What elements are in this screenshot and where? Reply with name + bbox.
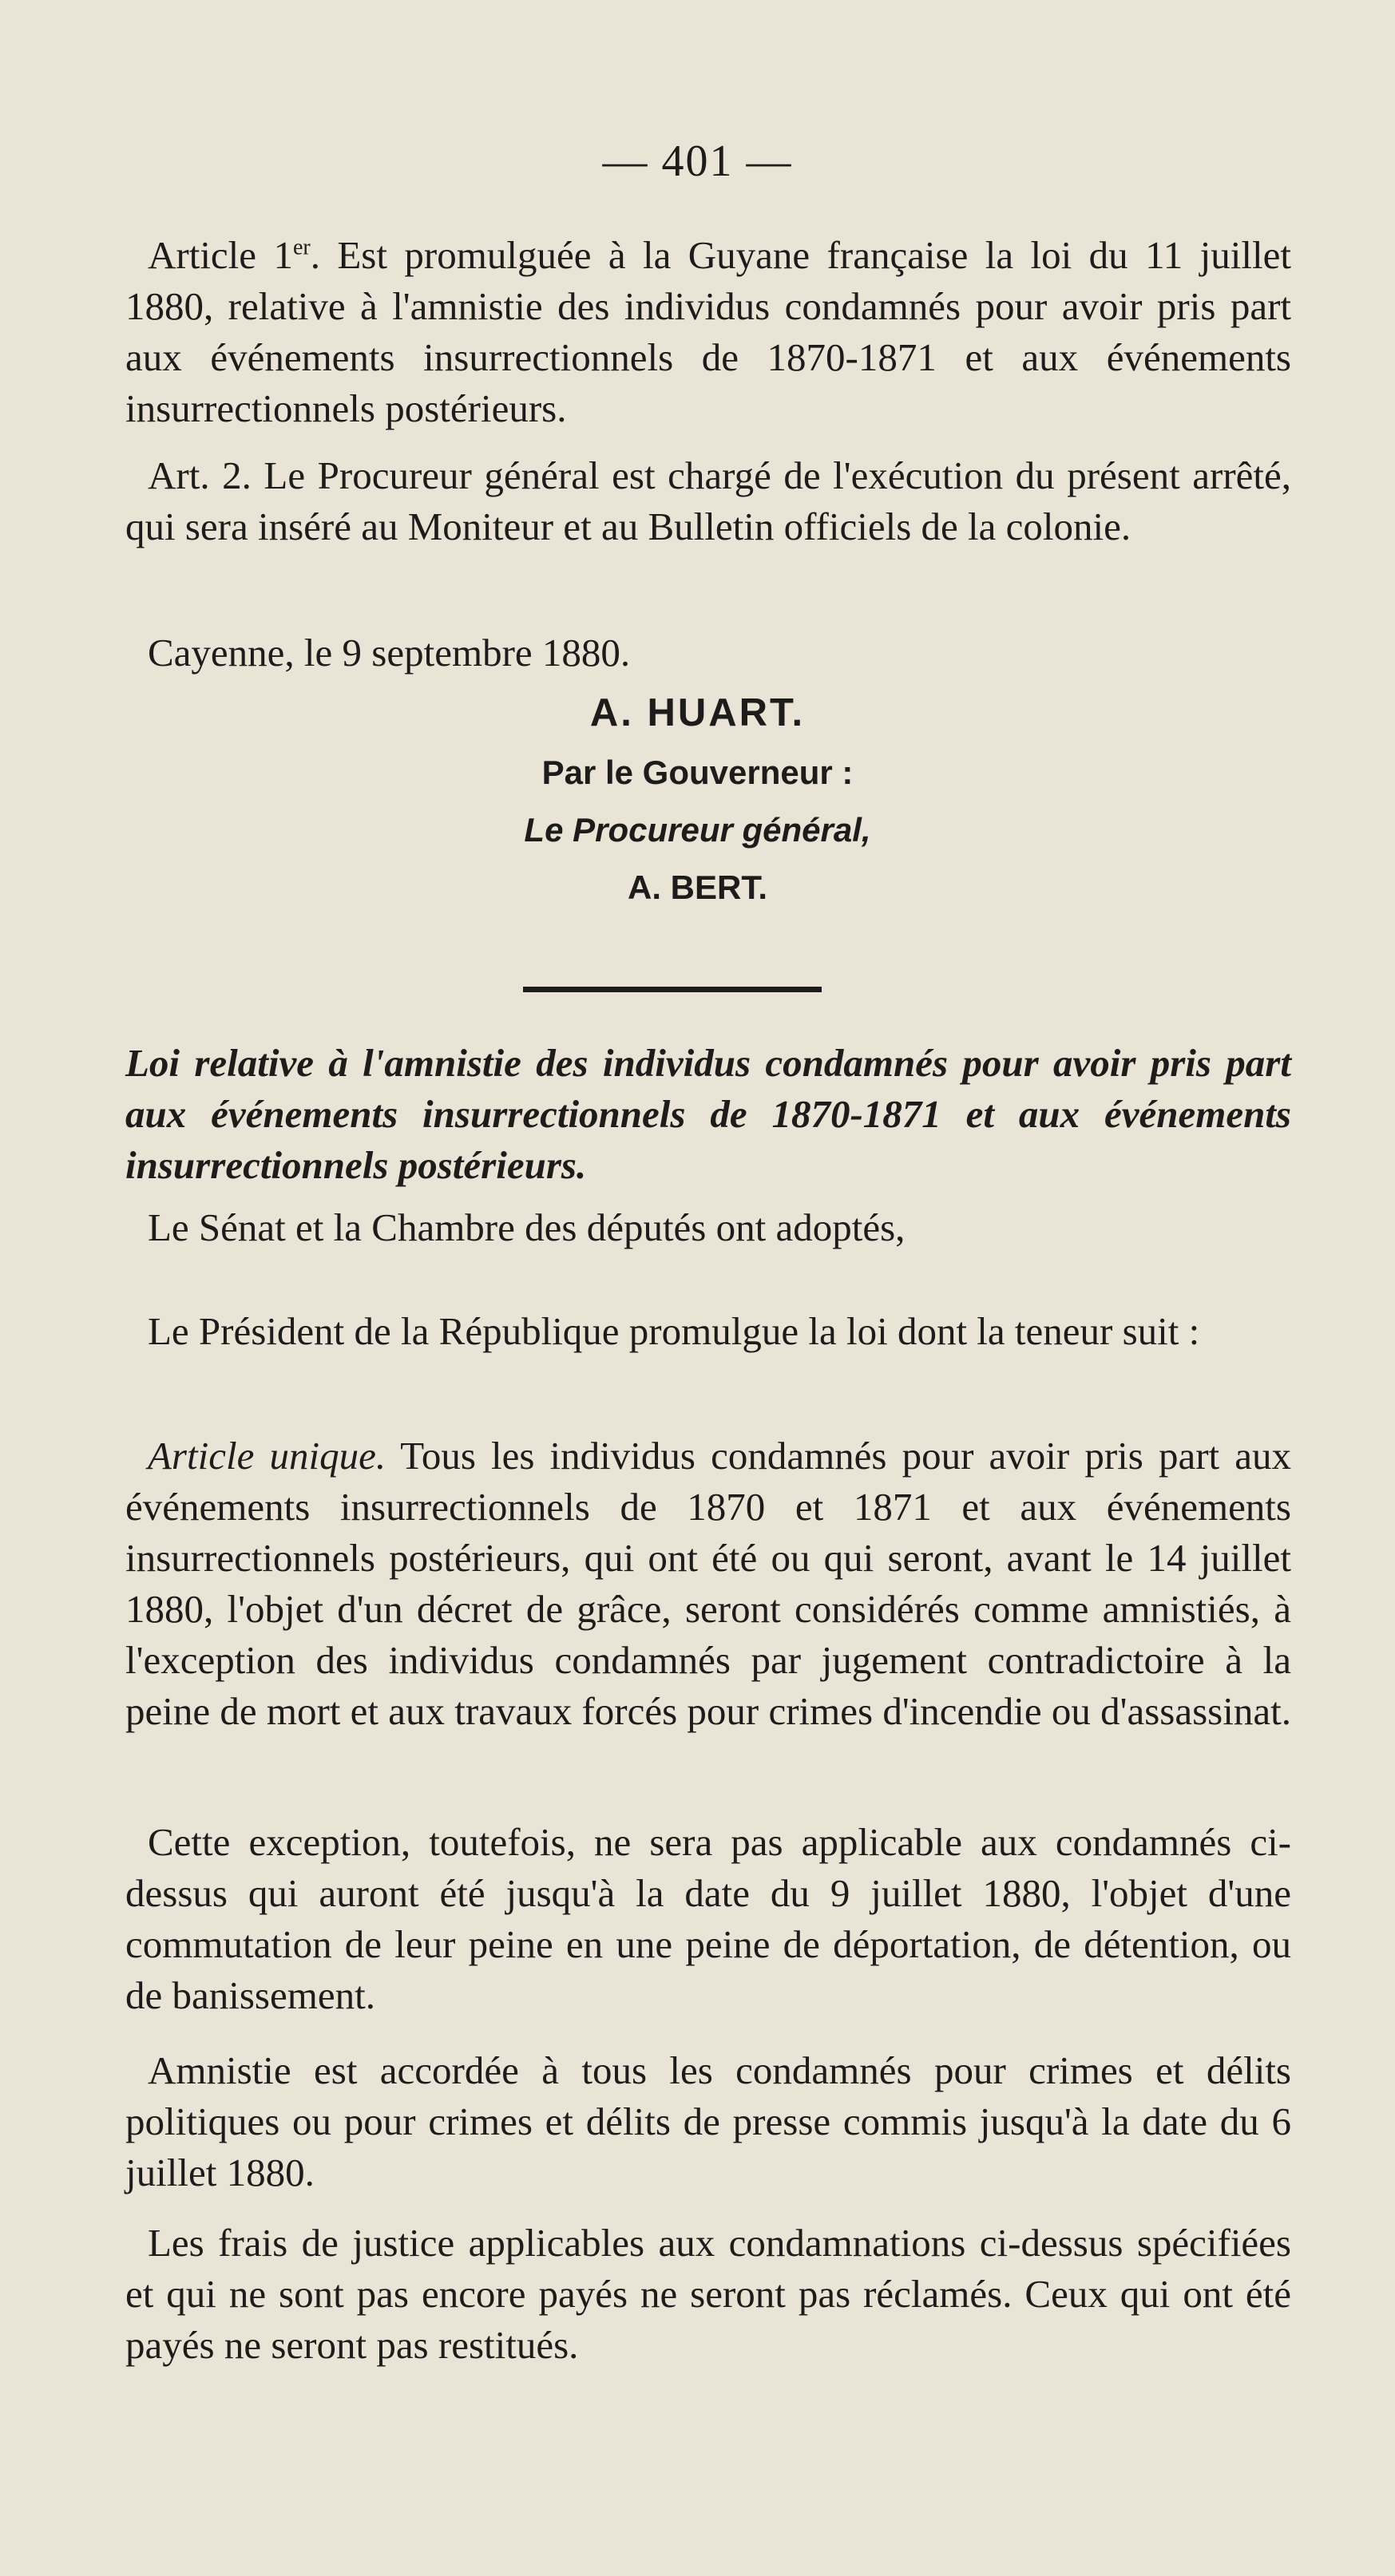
law-paragraph-2: Le Président de la République promulgue la loi dont la teneur suit : (148, 1309, 1200, 1353)
signature-by-line: Par le Gouverneur : (541, 754, 854, 791)
law-paragraph-6: Les frais de justice applicables aux condamnations ci-dessus spécifiées et qui ne sont pas encore payés ne seront pas réclamés. Ceux qui ont été payés ne seront pas restitués. (125, 2221, 1291, 2367)
law-paragraph-5: Amnistie est accordée à tous les condamnés pour crimes et délits politiques ou pour crimes et délits de presse commis jusqu'à la date du 6 juillet 1880. (125, 2048, 1291, 2194)
law-title: Loi relative à l'amnistie des individus condamnés pour avoir pris part aux événements insurrectionnels de 1870-1871 et aux événements insurrectionnels postérieurs. (125, 1041, 1291, 1187)
signature-countersign: A. BERT. (627, 869, 767, 906)
signature-name: A. HUART. (589, 691, 806, 734)
decree-article-1 (125, 230, 1291, 434)
signature-role: Le Procureur général, (524, 811, 871, 849)
decree-article-2: Art. 2. Le Procureur général est chargé de l'exécution du présent arrêté, qui sera inséré au Moniteur et au Bulletin officiels de la colonie. (125, 453, 1291, 548)
article-unique-label: Article unique. (148, 1434, 386, 1478)
article-unique-text: Tous les individus condamnés pour avoir pris part aux événements insurrectionnels de 1870 et 1871 et aux événements insurrectionnels postérieurs, qui ont été ou qui seront, avant le 14 juillet 1880, l'objet d'un décret de grâce, seront considérés comme amnistiés, à l'exception des individus condamnés par jugement contradictoire à la peine de mort et aux travaux forcés pour crimes d'incendie ou d'assassinat. (125, 1434, 1292, 1733)
article1-superscript: er (292, 235, 311, 260)
section-divider (523, 987, 822, 992)
law-article-unique (125, 1430, 1291, 1737)
decree-date-line: Cayenne, le 9 septembre 1880. (148, 631, 631, 675)
article1-text: . Est promulguée à la Guyane française la loi du 11 juillet 1880, relative à l'amnistie des individus condamnés pour avoir pris part aux événements insurrectionnels de 1870-1871 et aux événements insurrectionnels postérieurs. (125, 233, 1291, 430)
page-number: — 401 — (602, 137, 793, 186)
law-paragraph-4: Cette exception, toutefois, ne sera pas applicable aux condamnés ci-dessus qui auront été jusqu'à la date du 9 juillet 1880, l'objet d'une commutation de leur peine en une peine de déportation, de détention, ou de banissement. (125, 1820, 1291, 2017)
law-paragraph-1: Le Sénat et la Chambre des députés ont adoptés, (148, 1205, 906, 1249)
article1-prefix: Article 1 (148, 233, 293, 277)
